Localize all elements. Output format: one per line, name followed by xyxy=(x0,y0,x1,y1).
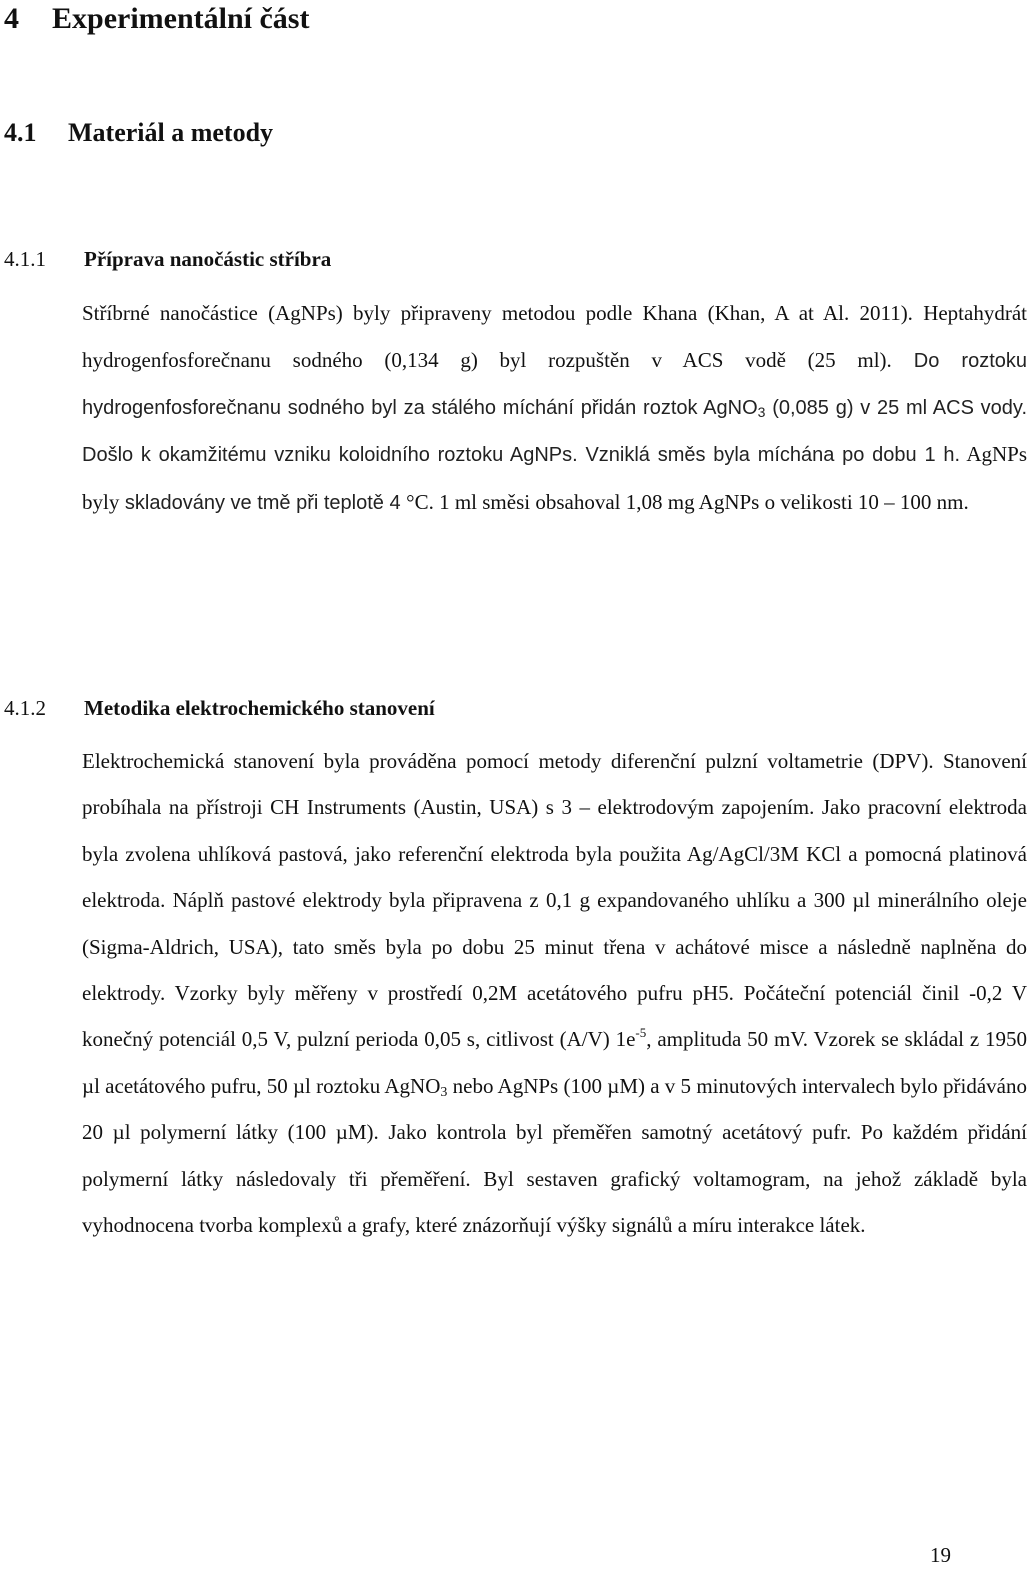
paragraph-text: Elektrochemická stanovení byla prováděna pomocí metody diferenční pulzní voltametrie (DPV). Stanovení probíhala na přístroji CH Instruments (Austin, USA) s 3 – elektrodovým zapojením. Jako pracovní elektroda byla zvolena uhlíková pastová, jako referenční elektroda byla použita Ag/AgCl/3M KCl a pomocná platinová elektroda. Náplň pastové elektrody byla připravena z 0,1 g expandovaného uhlíku a 300 µl minerálního oleje (Sigma-Aldrich, USA), tato směs byla po dobu 25 minut třena v achátové misce a následně naplněna do elektrody. Vzorky byly měřeny v prostředí 0,2M acetátového pufru pH5. Počáteční potenciál činil -0,2 V konečný potenciál 0,5 V, pulzní perioda 0,05 s, citlivost (A/V) 1e xyxy=(82,749,1027,1052)
subsection-title: Metodika elektrochemického stanovení xyxy=(84,696,435,720)
chapter-title: Experimentální část xyxy=(52,2,310,35)
subsection-heading-1 xyxy=(4,245,331,273)
paragraph-text: nebo AgNPs (100 µM) a v 5 minutových intervalech bylo přidáváno 20 µl polymerní látky (100 µM). Jako kontrola byl přeměřen samotný acetátový pufr. Po každém přidání polymerní látky následovaly tři přeměření. Byl sestaven grafický voltamogram, na jehož základě byla vyhodnocena tvorba komplexů a grafy, které znázorňují výšky signálů a míru interakce látek. xyxy=(82,1073,1027,1238)
chapter-number: 4 xyxy=(4,2,19,35)
paragraph-text: Stříbrné nanočástice (AgNPs) byly připraveny metodou podle Khana (Khan, A at Al. 2011). Heptahydrát hydrogenfosforečnanu sodného (0,134 g) byl rozpuštěn v ACS vodě (25 ml). xyxy=(82,301,1027,373)
subscript: 3 xyxy=(757,403,766,420)
page-number: 19 xyxy=(930,1543,951,1567)
paragraph-text: . 1 ml směsi obsahoval 1,08 mg AgNPs o velikosti 10 – 100 nm. xyxy=(428,489,969,514)
paragraph-text: , amplituda 50 mV. Vzorek se skládal z 1950 µl acetátového pufru, 50 µl roztoku AgNO xyxy=(82,1027,1027,1098)
paragraph-text: skladovány ve tmě při teplotě 4 xyxy=(119,491,407,514)
paragraph-text: °C xyxy=(406,489,429,514)
paragraph-text: AgNPs byly xyxy=(82,442,1027,514)
superscript: -5 xyxy=(635,1025,647,1041)
subsection-title: Příprava nanočástic stříbra xyxy=(84,247,332,271)
paragraph-preparation xyxy=(4,290,1027,526)
subsection-number: 4.1.2 xyxy=(4,696,46,720)
chapter-heading xyxy=(4,0,309,38)
section-title: Materiál a metody xyxy=(68,118,274,147)
paragraph-text: Do roztoku hydrogenfosforečnanu sodného byl za stálého míchání přidán roztok AgNO xyxy=(82,350,1027,419)
section-number: 4.1 xyxy=(4,118,37,147)
paragraph-methodology xyxy=(4,738,1027,1248)
section-heading xyxy=(4,116,273,150)
subsection-heading-2 xyxy=(4,694,435,722)
subsection-number: 4.1.1 xyxy=(4,247,46,271)
paragraph-text: (0,085 g) v 25 ml ACS vody. Došlo k okamžitému vzniku koloidního roztoku AgNPs. Vzniklá směs byla míchána po dobu 1 h. xyxy=(82,396,1027,467)
subscript: 3 xyxy=(440,1084,448,1100)
